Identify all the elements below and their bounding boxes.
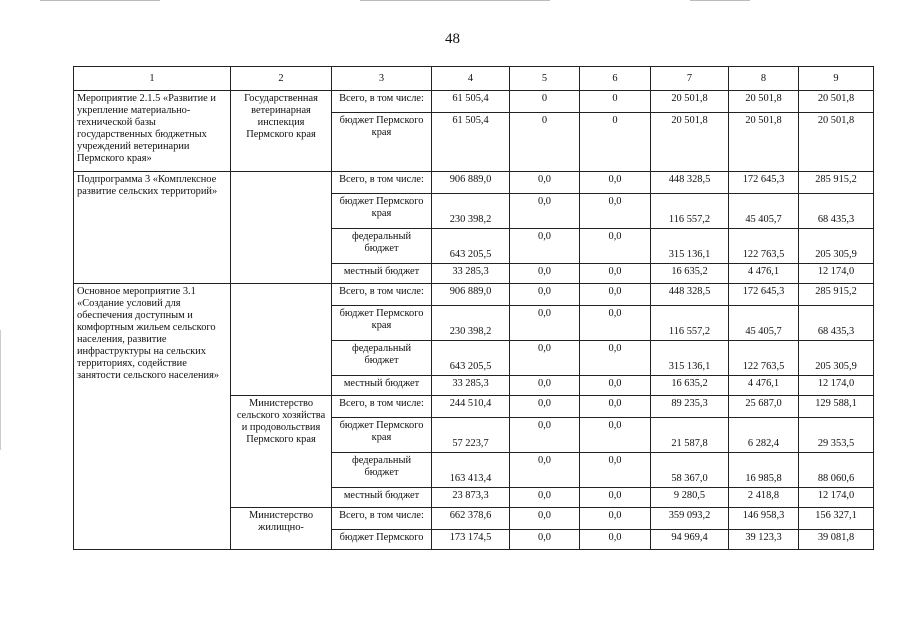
value-cell: 0,0: [580, 453, 651, 488]
value-cell: 643 205,5: [432, 341, 510, 376]
value-cell: 359 093,2: [651, 508, 729, 530]
executor-cell: Министерство жилищно-: [231, 508, 332, 550]
value-cell: 0: [510, 91, 580, 113]
value-cell: 156 327,1: [799, 508, 874, 530]
value-cell: 12 174,0: [799, 264, 874, 284]
value-cell: 230 398,2: [432, 194, 510, 229]
value-cell: 21 587,8: [651, 418, 729, 453]
value-cell: 0,0: [580, 530, 651, 550]
value-cell: 2 418,8: [729, 488, 799, 508]
top-edge-line: [690, 0, 750, 1]
value-cell: 16 635,2: [651, 264, 729, 284]
value-cell: 0,0: [510, 418, 580, 453]
value-cell: 906 889,0: [432, 172, 510, 194]
value-cell: 16 635,2: [651, 376, 729, 396]
value-cell: 129 588,1: [799, 396, 874, 418]
column-header: 7: [651, 67, 729, 91]
source-cell: федеральный бюджет: [332, 341, 432, 376]
value-cell: 230 398,2: [432, 306, 510, 341]
executor-cell: Министерство сельского хозяйства и продовольствия Пермского края: [231, 396, 332, 508]
value-cell: 0,0: [580, 488, 651, 508]
column-header: 5: [510, 67, 580, 91]
value-cell: 61 505,4: [432, 91, 510, 113]
value-cell: 146 958,3: [729, 508, 799, 530]
scan-edge-mark: [0, 330, 1, 450]
value-cell: 315 136,1: [651, 341, 729, 376]
value-cell: 172 645,3: [729, 284, 799, 306]
column-header: 2: [231, 67, 332, 91]
value-cell: 39 081,8: [799, 530, 874, 550]
value-cell: 0,0: [510, 264, 580, 284]
value-cell: 448 328,5: [651, 172, 729, 194]
top-edge-line: [40, 0, 160, 1]
value-cell: 0,0: [510, 194, 580, 229]
value-cell: 0,0: [580, 508, 651, 530]
value-cell: 94 969,4: [651, 530, 729, 550]
source-cell: бюджет Пермского края: [332, 113, 432, 172]
value-cell: 88 060,6: [799, 453, 874, 488]
value-cell: 0,0: [510, 488, 580, 508]
value-cell: 4 476,1: [729, 264, 799, 284]
value-cell: 12 174,0: [799, 488, 874, 508]
executor-cell: [231, 284, 332, 396]
value-cell: 23 873,3: [432, 488, 510, 508]
value-cell: 285 915,2: [799, 172, 874, 194]
value-cell: 4 476,1: [729, 376, 799, 396]
executor-cell: [231, 172, 332, 284]
activity-cell: Основное мероприятие 3.1 «Создание условий для обеспечения доступным и комфортным жильем сельского населения, развитие инфраструктуры на сельских территориях, содействие занятости сельского населения»: [74, 284, 231, 550]
value-cell: 244 510,4: [432, 396, 510, 418]
value-cell: 12 174,0: [799, 376, 874, 396]
value-cell: 20 501,8: [651, 91, 729, 113]
source-cell: местный бюджет: [332, 264, 432, 284]
value-cell: 29 353,5: [799, 418, 874, 453]
value-cell: 33 285,3: [432, 376, 510, 396]
source-cell: бюджет Пермского края: [332, 418, 432, 453]
budget-table: [73, 66, 874, 550]
value-cell: 643 205,5: [432, 229, 510, 264]
source-cell: федеральный бюджет: [332, 229, 432, 264]
value-cell: 0,0: [510, 341, 580, 376]
value-cell: 116 557,2: [651, 306, 729, 341]
value-cell: 45 405,7: [729, 194, 799, 229]
value-cell: 33 285,3: [432, 264, 510, 284]
value-cell: 116 557,2: [651, 194, 729, 229]
column-header: 6: [580, 67, 651, 91]
value-cell: 25 687,0: [729, 396, 799, 418]
value-cell: 89 235,3: [651, 396, 729, 418]
table-row: [74, 91, 874, 113]
value-cell: 0,0: [580, 229, 651, 264]
value-cell: 122 763,5: [729, 229, 799, 264]
value-cell: 662 378,6: [432, 508, 510, 530]
value-cell: 6 282,4: [729, 418, 799, 453]
column-header: 4: [432, 67, 510, 91]
value-cell: 122 763,5: [729, 341, 799, 376]
value-cell: 57 223,7: [432, 418, 510, 453]
source-cell: местный бюджет: [332, 488, 432, 508]
value-cell: 0,0: [510, 284, 580, 306]
value-cell: 0,0: [580, 172, 651, 194]
executor-cell: Государственная ветеринарная инспекция Пермского края: [231, 91, 332, 172]
value-cell: 16 985,8: [729, 453, 799, 488]
value-cell: 58 367,0: [651, 453, 729, 488]
value-cell: 0: [580, 113, 651, 172]
value-cell: 205 305,9: [799, 341, 874, 376]
source-cell: Всего, в том числе:: [332, 396, 432, 418]
value-cell: 45 405,7: [729, 306, 799, 341]
value-cell: 0,0: [510, 396, 580, 418]
value-cell: 0,0: [580, 418, 651, 453]
header-row: [74, 67, 874, 91]
value-cell: 0: [510, 113, 580, 172]
top-edge-line: [360, 0, 550, 1]
value-cell: 0,0: [510, 229, 580, 264]
value-cell: 0,0: [580, 376, 651, 396]
activity-cell: Мероприятие 2.1.5 «Развитие и укрепление материально-технической базы государственных бюджетных учреждений ветеринарии Пермского края»: [74, 91, 231, 172]
column-header: 9: [799, 67, 874, 91]
source-cell: Всего, в том числе:: [332, 91, 432, 113]
source-cell: местный бюджет: [332, 376, 432, 396]
value-cell: 448 328,5: [651, 284, 729, 306]
value-cell: 61 505,4: [432, 113, 510, 172]
value-cell: 205 305,9: [799, 229, 874, 264]
value-cell: 20 501,8: [729, 91, 799, 113]
value-cell: 0,0: [580, 264, 651, 284]
value-cell: 0,0: [580, 284, 651, 306]
value-cell: 0: [580, 91, 651, 113]
page-number: 48: [445, 31, 460, 47]
value-cell: 0,0: [580, 396, 651, 418]
table-row: [74, 172, 874, 194]
value-cell: 0,0: [510, 172, 580, 194]
value-cell: 0,0: [580, 341, 651, 376]
value-cell: 0,0: [510, 376, 580, 396]
column-header: 3: [332, 67, 432, 91]
value-cell: 172 645,3: [729, 172, 799, 194]
value-cell: 906 889,0: [432, 284, 510, 306]
value-cell: 0,0: [510, 508, 580, 530]
value-cell: 20 501,8: [651, 113, 729, 172]
value-cell: 0,0: [510, 453, 580, 488]
value-cell: 0,0: [580, 194, 651, 229]
value-cell: 9 280,5: [651, 488, 729, 508]
value-cell: 20 501,8: [729, 113, 799, 172]
value-cell: 315 136,1: [651, 229, 729, 264]
value-cell: 0,0: [510, 530, 580, 550]
value-cell: 39 123,3: [729, 530, 799, 550]
value-cell: 163 413,4: [432, 453, 510, 488]
source-cell: бюджет Пермского: [332, 530, 432, 550]
value-cell: 20 501,8: [799, 113, 874, 172]
source-cell: Всего, в том числе:: [332, 508, 432, 530]
source-cell: бюджет Пермского края: [332, 306, 432, 341]
column-header: 1: [74, 67, 231, 91]
activity-cell: Подпрограмма 3 «Комплексное развитие сельских территорий»: [74, 172, 231, 284]
table-row: [74, 284, 874, 306]
value-cell: 20 501,8: [799, 91, 874, 113]
value-cell: 0,0: [510, 306, 580, 341]
value-cell: 0,0: [580, 306, 651, 341]
source-cell: Всего, в том числе:: [332, 172, 432, 194]
value-cell: 173 174,5: [432, 530, 510, 550]
source-cell: бюджет Пермского края: [332, 194, 432, 229]
source-cell: Всего, в том числе:: [332, 284, 432, 306]
source-cell: федеральный бюджет: [332, 453, 432, 488]
column-header: 8: [729, 67, 799, 91]
value-cell: 285 915,2: [799, 284, 874, 306]
value-cell: 68 435,3: [799, 306, 874, 341]
value-cell: 68 435,3: [799, 194, 874, 229]
